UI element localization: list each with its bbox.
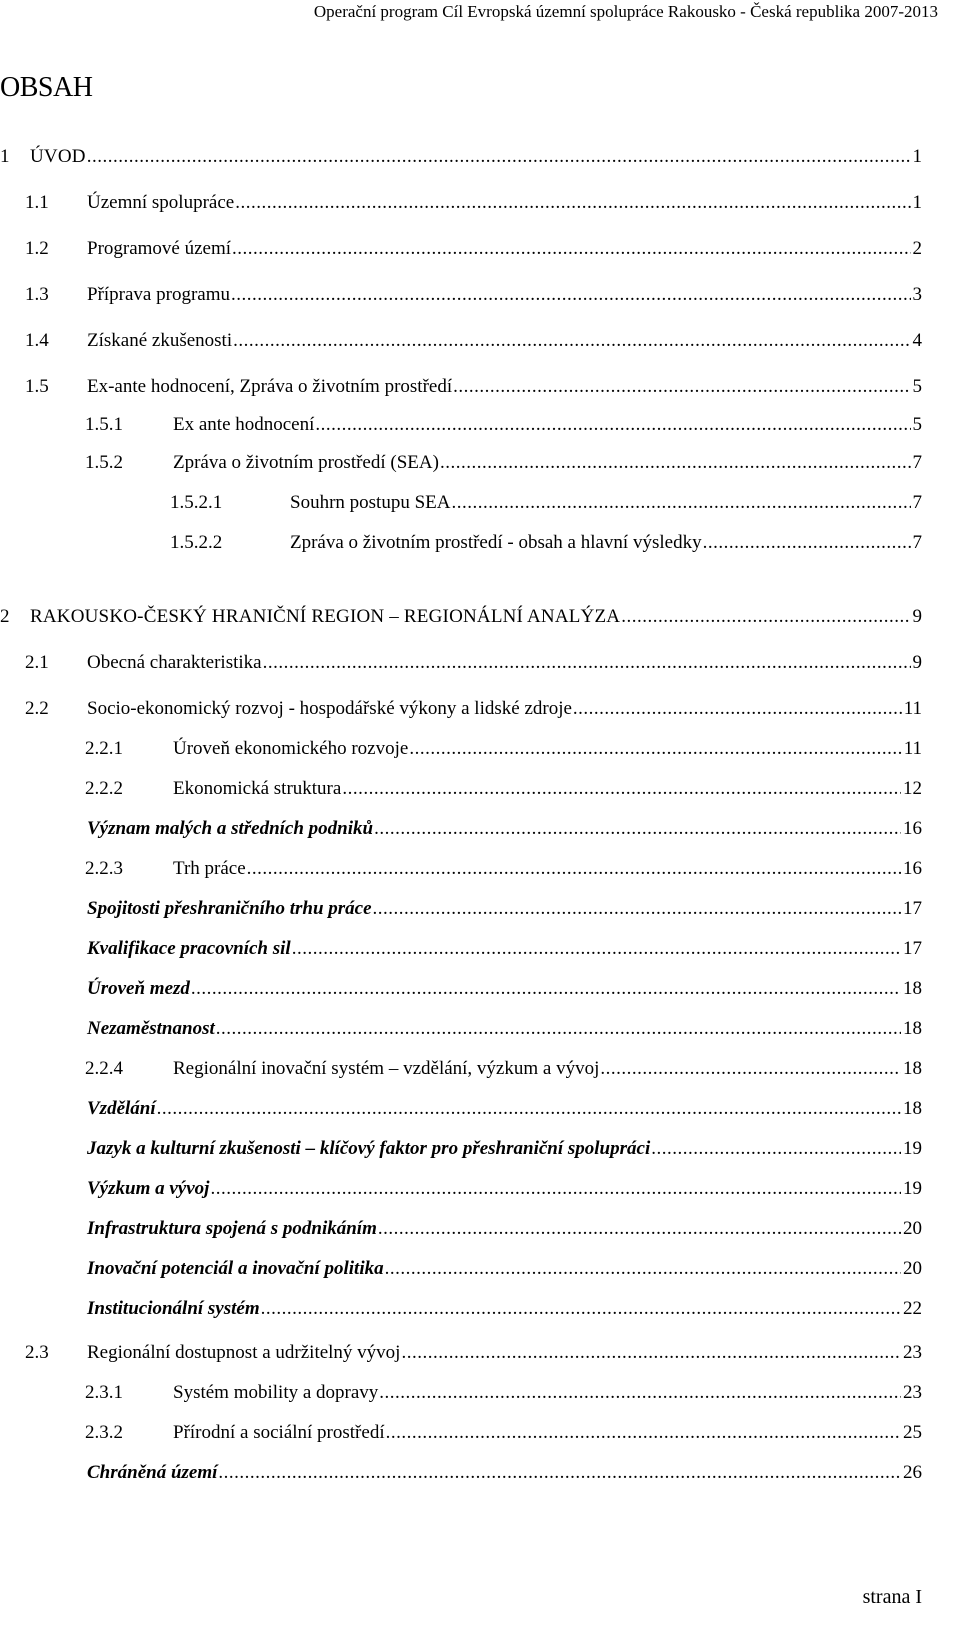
toc-entry-title: ÚVOD: [30, 146, 86, 167]
toc-entry-title: Zpráva o životním prostředí - obsah a hlavní výsledky: [290, 532, 702, 553]
dot-leader: [87, 144, 911, 170]
toc-entry[interactable]: [0, 1176, 922, 1202]
dot-leader: [263, 650, 911, 676]
toc-entry-title: Ekonomická struktura: [173, 778, 342, 799]
toc-entry-title: Ex ante hodnocení: [173, 414, 315, 435]
running-header: Operační program Cíl Evropská územní spolupráce Rakousko - Česká republika 2007-2013: [313, 2, 938, 21]
toc-entry-title: Nezaměstnanost: [87, 1018, 215, 1039]
dot-leader: [342, 776, 901, 802]
toc-entry-title: Regionální inovační systém – vzdělání, výzkum a vývoj: [173, 1058, 600, 1079]
toc-entry-title: Úroveň ekonomického rozvoje: [173, 738, 409, 759]
toc-entry-title: RAKOUSKO-ČESKÝ HRANIČNÍ REGION – REGIONÁLNÍ ANALÝZA: [30, 606, 621, 627]
dot-leader: [379, 1380, 901, 1406]
dot-leader: [157, 1096, 901, 1122]
toc-entry[interactable]: [0, 144, 922, 170]
toc-entry-title: Spojitosti přeshraničního trhu práce: [87, 898, 372, 919]
toc-entry[interactable]: [0, 1096, 922, 1122]
toc-entry[interactable]: [0, 1340, 922, 1366]
toc-entry-title: Územní spolupráce: [87, 192, 235, 213]
toc-entry[interactable]: [0, 936, 922, 962]
dot-leader: [409, 736, 901, 762]
dot-leader: [261, 1296, 901, 1322]
dot-leader: [621, 604, 910, 630]
toc-entry-page: 26: [903, 1462, 922, 1483]
toc-entry-page: 9: [912, 652, 922, 673]
dot-leader: [703, 530, 911, 556]
toc-entry[interactable]: [0, 530, 922, 556]
toc-entry[interactable]: [0, 490, 922, 516]
toc-entry-title: Jazyk a kulturní zkušenosti – klíčový faktor pro přeshraniční spolupráci: [87, 1138, 651, 1159]
toc-entry[interactable]: [0, 650, 922, 676]
toc-entry-page: 17: [903, 938, 922, 959]
toc-entry-number: 2.1: [25, 652, 49, 673]
toc-entry-number: 2.2.2: [85, 778, 123, 799]
dot-leader: [247, 856, 901, 882]
toc-entry-page: 19: [903, 1138, 922, 1159]
toc-entry-number: 1: [0, 146, 10, 167]
toc-entry[interactable]: [0, 412, 922, 438]
toc-entry-page: 23: [903, 1382, 922, 1403]
dot-leader: [451, 490, 910, 516]
dot-leader: [573, 696, 902, 722]
toc-entry[interactable]: [0, 450, 922, 476]
dot-leader: [374, 816, 901, 842]
toc-entry-page: 1: [912, 146, 922, 167]
toc-entry-page: 23: [903, 1342, 922, 1363]
toc-entry-number: 1.5.1: [85, 414, 123, 435]
toc-entry[interactable]: [0, 1460, 922, 1486]
toc-entry[interactable]: [0, 816, 922, 842]
toc-entry-number: 2.3.2: [85, 1422, 123, 1443]
dot-leader: [191, 976, 901, 1002]
toc-entry[interactable]: [0, 1256, 922, 1282]
toc-entry-page: 17: [903, 898, 922, 919]
dot-leader: [292, 936, 901, 962]
toc-entry-page: 4: [912, 330, 922, 351]
dot-leader: [373, 896, 901, 922]
toc-entry-page: 19: [903, 1178, 922, 1199]
toc-entry-page: 20: [903, 1218, 922, 1239]
dot-leader: [233, 328, 910, 354]
toc-entry-page: 25: [903, 1422, 922, 1443]
toc-entry[interactable]: [0, 696, 922, 722]
toc-entry[interactable]: [0, 976, 922, 1002]
toc-entry-title: Přírodní a sociální prostředí: [173, 1422, 385, 1443]
toc-entry-title: Výzkum a vývoj: [87, 1178, 210, 1199]
toc-entry-page: 18: [903, 1098, 922, 1119]
toc-entry[interactable]: [0, 1296, 922, 1322]
toc-entry-number: 2: [0, 606, 10, 627]
toc-entry-title: Chráněná území: [87, 1462, 218, 1483]
toc-entry[interactable]: [0, 282, 922, 308]
toc-entry[interactable]: [0, 1380, 922, 1406]
dot-leader: [453, 374, 910, 400]
dot-leader: [216, 1016, 901, 1042]
toc-entry[interactable]: [0, 1216, 922, 1242]
dot-leader: [440, 450, 911, 476]
dot-leader: [315, 412, 910, 438]
page-title: OBSAH: [0, 72, 93, 103]
toc-entry-title: Získané zkušenosti: [87, 330, 233, 351]
toc-entry-page: 3: [912, 284, 922, 305]
toc-entry-page: 7: [912, 492, 922, 513]
toc-entry-title: Úroveň mezd: [87, 978, 190, 999]
toc-entry-title: Souhrn postupu SEA: [290, 492, 451, 513]
toc-entry-number: 1.5: [25, 376, 49, 397]
toc-entry-number: 1.5.2.2: [170, 532, 223, 553]
toc-entry-page: 5: [912, 414, 922, 435]
dot-leader: [210, 1176, 901, 1202]
toc-entry-page: 9: [912, 606, 922, 627]
toc-entry-title: Vzdělání: [87, 1098, 156, 1119]
toc-entry[interactable]: [0, 856, 922, 882]
toc-entry-title: Význam malých a středních podniků: [87, 818, 374, 839]
toc-entry-number: 1.3: [25, 284, 49, 305]
toc-entry-page: 18: [903, 1018, 922, 1039]
toc-entry-title: Zpráva o životním prostředí (SEA): [173, 452, 439, 473]
toc-entry-page: 16: [903, 818, 922, 839]
toc-entry[interactable]: [0, 328, 922, 354]
toc-entry-page: 22: [903, 1298, 922, 1319]
toc-entry-number: 1.5.2: [85, 452, 123, 473]
toc-entry-number: 1.1: [25, 192, 49, 213]
toc-entry-number: 1.2: [25, 238, 49, 259]
toc-entry-number: 2.3: [25, 1342, 49, 1363]
dot-leader: [235, 190, 910, 216]
dot-leader: [651, 1136, 901, 1162]
toc-entry-number: 1.4: [25, 330, 49, 351]
toc-entry-title: Ex-ante hodnocení, Zpráva o životním prostředí: [87, 376, 453, 397]
dot-leader: [386, 1420, 901, 1446]
dot-leader: [231, 282, 911, 308]
toc-entry-page: 20: [903, 1258, 922, 1279]
toc-entry[interactable]: [0, 776, 922, 802]
toc-entry-title: Systém mobility a dopravy: [173, 1382, 379, 1403]
toc-entry-title: Regionální dostupnost a udržitelný vývoj: [87, 1342, 401, 1363]
toc-entry-number: 2.2: [25, 698, 49, 719]
toc-entry-page: 7: [912, 452, 922, 473]
toc-entry-number: 2.2.3: [85, 858, 123, 879]
toc-entry-title: Infrastruktura spojená s podnikáním: [87, 1218, 377, 1239]
toc-entry-number: 2.3.1: [85, 1382, 123, 1403]
toc-entry[interactable]: [0, 236, 922, 262]
toc-entry[interactable]: [0, 1136, 922, 1162]
toc-entry[interactable]: [0, 1016, 922, 1042]
dot-leader: [600, 1056, 901, 1082]
page-number: strana I: [862, 1586, 922, 1608]
toc-entry[interactable]: [0, 1056, 922, 1082]
toc-entry-title: Kvalifikace pracovních sil: [87, 938, 291, 959]
toc-entry[interactable]: [0, 736, 922, 762]
dot-leader: [378, 1216, 901, 1242]
toc-entry[interactable]: [0, 896, 922, 922]
toc-entry-page: 11: [903, 698, 922, 719]
toc-entry-page: 12: [903, 778, 922, 799]
toc-entry-number: 2.2.1: [85, 738, 123, 759]
toc-entry-page: 18: [903, 1058, 922, 1079]
toc-entry-number: 2.2.4: [85, 1058, 123, 1079]
dot-leader: [218, 1460, 901, 1486]
toc-entry-title: Socio-ekonomický rozvoj - hospodářské výkony a lidské zdroje: [87, 698, 572, 719]
toc-entry[interactable]: [0, 190, 922, 216]
toc-entry-title: Obecná charakteristika: [87, 652, 262, 673]
dot-leader: [232, 236, 910, 262]
toc-entry[interactable]: [0, 604, 922, 630]
dot-leader: [401, 1340, 901, 1366]
toc-entry[interactable]: [0, 374, 922, 400]
toc-entry-title: Institucionální systém: [87, 1298, 260, 1319]
toc-entry-page: 5: [912, 376, 922, 397]
toc-entry[interactable]: [0, 1420, 922, 1446]
toc-entry-page: 1: [912, 192, 922, 213]
toc-entry-page: 11: [903, 738, 922, 759]
toc-entry-page: 7: [912, 532, 922, 553]
toc-entry-page: 2: [912, 238, 922, 259]
toc-entry-title: Programové území: [87, 238, 232, 259]
toc-entry-title: Příprava programu: [87, 284, 230, 305]
toc-entry-page: 18: [903, 978, 922, 999]
dot-leader: [385, 1256, 901, 1282]
toc-entry-title: Trh práce: [173, 858, 246, 879]
toc-entry-title: Inovační potenciál a inovační politika: [87, 1258, 384, 1279]
toc-entry-number: 1.5.2.1: [170, 492, 223, 513]
toc-entry-page: 16: [903, 858, 922, 879]
